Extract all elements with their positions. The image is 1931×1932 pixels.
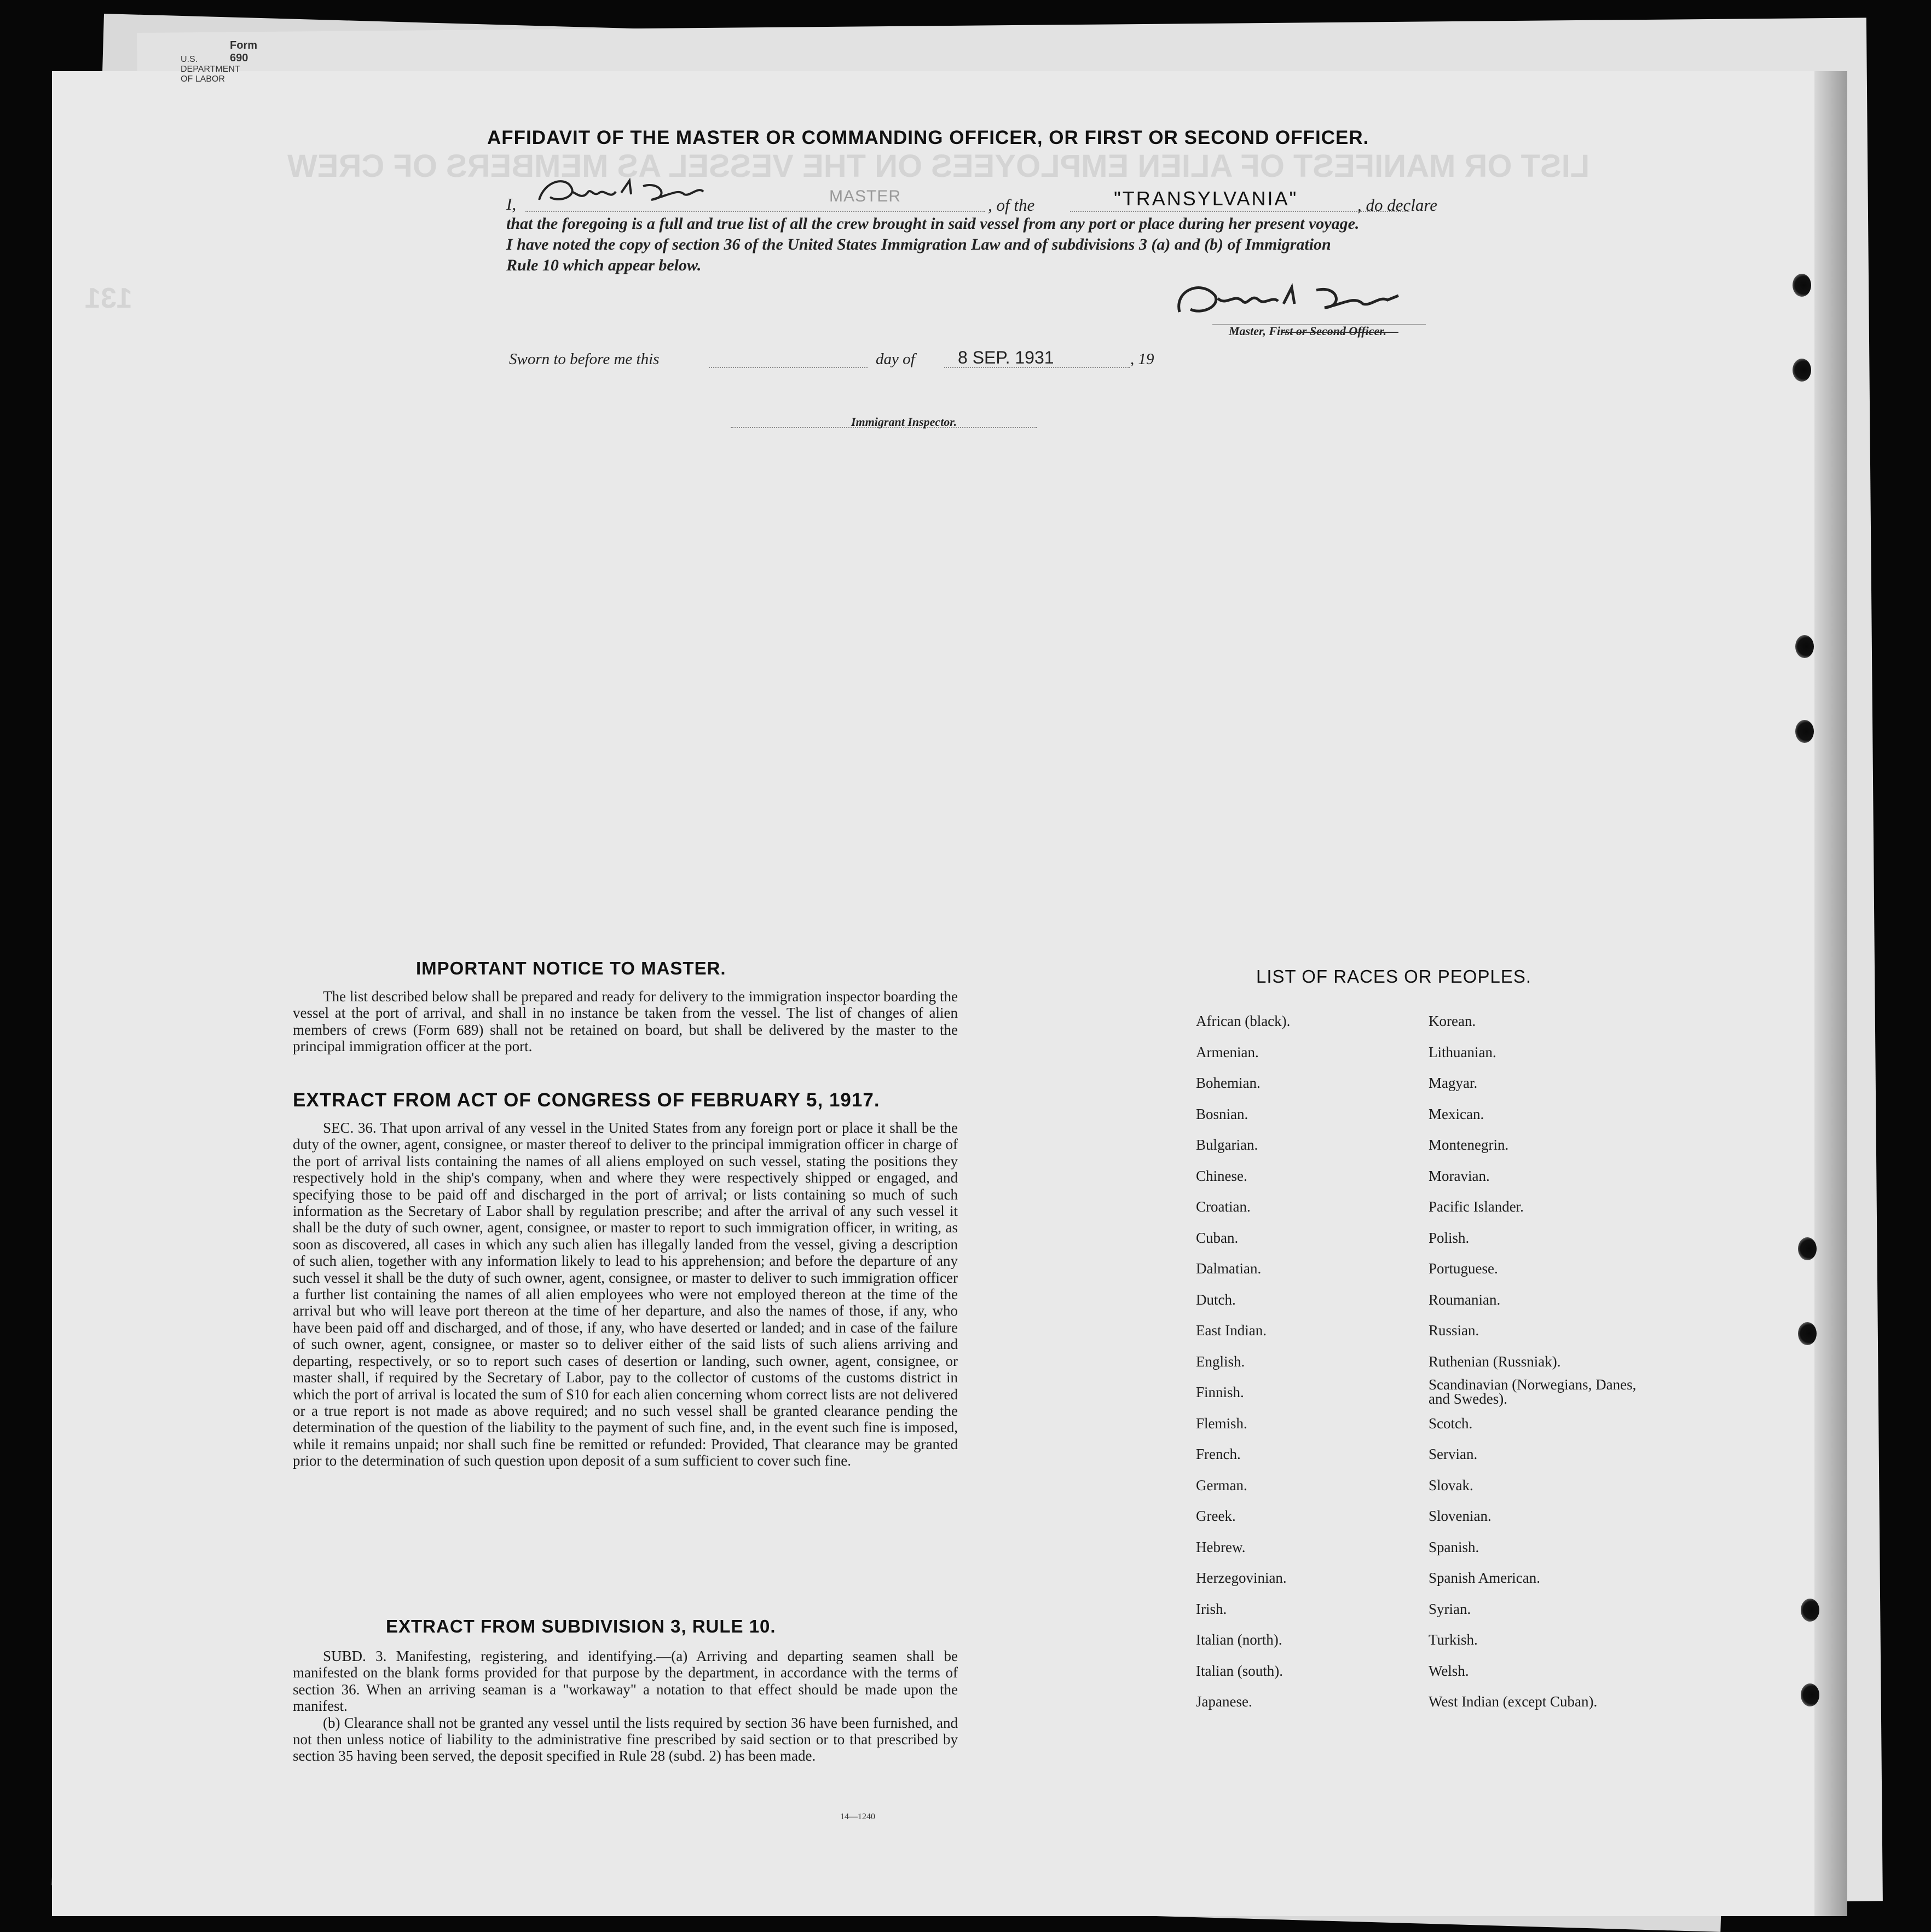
race-item: Scandinavian (Norwegians, Danes, and Swedes). xyxy=(1429,1376,1637,1407)
punch-hole xyxy=(1801,1683,1819,1706)
affidavit-line-3: I have noted the copy of section 36 of the United States Immigration Law and of subdivisions 3 (a) and (b) of Immigration xyxy=(506,235,1331,253)
bleed-through-number: 131 xyxy=(85,282,132,314)
race-item: Montenegrin. xyxy=(1429,1137,1509,1153)
race-item: Italian (south). xyxy=(1196,1662,1283,1679)
race-item: French. xyxy=(1196,1446,1241,1462)
race-item: Flemish. xyxy=(1196,1415,1247,1432)
rule-title: EXTRACT FROM SUBDIVISION 3, RULE 10. xyxy=(386,1616,776,1636)
punch-hole xyxy=(1801,1599,1819,1622)
affidavit-line-2: that the foregoing is a full and true list of all the crew brought in said vessel from any port or place during her present voyage. xyxy=(506,215,1360,233)
race-item: Polish. xyxy=(1429,1229,1470,1246)
race-item: Slovenian. xyxy=(1429,1508,1491,1524)
race-item: Korean. xyxy=(1429,1013,1476,1029)
race-item: Turkish. xyxy=(1429,1631,1478,1648)
inspector-label: Immigrant Inspector. xyxy=(851,415,957,429)
race-item: Cuban. xyxy=(1196,1229,1239,1246)
rule-paragraph-a: SUBD. 3. Manifesting, registering, and identifying.—(a) Arriving and departing seamen shall be manifested on the blank forms provided for that purpose by the department, in accordance with the terms of section 36. When an arriving seaman is a "workaway" a notation to that effect should be made upon the manifest. xyxy=(293,1648,958,1715)
race-item: Dalmatian. xyxy=(1196,1260,1262,1277)
master-title-stamp: MASTER xyxy=(829,187,901,205)
do-declare-label: , do declare xyxy=(1357,195,1438,215)
race-item: Bosnian. xyxy=(1196,1105,1248,1122)
race-item: Mexican. xyxy=(1429,1105,1484,1122)
race-item: Pacific Islander. xyxy=(1429,1198,1524,1215)
act-text xyxy=(293,1120,958,1469)
race-item: Servian. xyxy=(1429,1446,1478,1462)
race-item: Syrian. xyxy=(1429,1600,1471,1617)
punch-hole xyxy=(1798,1237,1817,1260)
race-item: Irish. xyxy=(1196,1600,1227,1617)
race-item: Hebrew. xyxy=(1196,1538,1246,1555)
punch-hole xyxy=(1795,635,1814,658)
of-the-label: , of the xyxy=(988,195,1035,215)
race-item: Armenian. xyxy=(1196,1043,1259,1060)
race-item: Chinese. xyxy=(1196,1167,1247,1184)
race-item: West Indian (except Cuban). xyxy=(1429,1693,1598,1710)
print-code: 14—1240 xyxy=(840,1812,875,1821)
race-item: Roumanian. xyxy=(1429,1291,1501,1308)
page-edge-shadow xyxy=(1814,71,1847,1916)
race-item: Slovak. xyxy=(1429,1477,1473,1493)
race-item: English. xyxy=(1196,1353,1245,1370)
race-item: Japanese. xyxy=(1196,1693,1252,1710)
punch-hole xyxy=(1795,720,1814,743)
bleed-through-heading: LIST OR MANIFEST OF ALIEN EMPLOYEES ON THE VESSEL AS MEMBERS OF CREW xyxy=(287,148,1590,184)
races-title: LIST OF RACES OR PEOPLES. xyxy=(1256,966,1532,987)
ship-name: "TRANSYLVANIA" xyxy=(1114,187,1298,210)
race-item: Ruthenian (Russniak). xyxy=(1429,1353,1561,1370)
race-item: Portuguese. xyxy=(1429,1260,1498,1277)
race-item: Spanish. xyxy=(1429,1538,1479,1555)
notice-title: IMPORTANT NOTICE TO MASTER. xyxy=(416,958,726,978)
punch-hole xyxy=(1793,274,1811,297)
affidavit-line-4: Rule 10 which appear below. xyxy=(506,256,702,274)
day-of-label: day of xyxy=(876,350,915,368)
race-item: Welsh. xyxy=(1429,1662,1469,1679)
affidavit-title: AFFIDAVIT OF THE MASTER OR COMMANDING OFFICER, OR FIRST OR SECOND OFFICER. xyxy=(487,127,1369,148)
master-signature xyxy=(1169,274,1415,328)
race-item: Spanish American. xyxy=(1429,1570,1540,1586)
race-item: Herzegovinian. xyxy=(1196,1570,1287,1586)
race-item: Dutch. xyxy=(1196,1291,1236,1308)
year-prefix: , 19 xyxy=(1130,350,1154,368)
race-item: East Indian. xyxy=(1196,1322,1267,1339)
affidavit-i: I, xyxy=(506,194,517,214)
affidavit-page xyxy=(52,71,1847,1916)
punch-hole xyxy=(1798,1322,1817,1345)
race-item: Italian (north). xyxy=(1196,1631,1282,1648)
notice-text xyxy=(293,988,958,1055)
sworn-day-line xyxy=(709,367,868,368)
race-item: Bohemian. xyxy=(1196,1075,1261,1091)
race-item: Finnish. xyxy=(1196,1384,1244,1400)
act-paragraph: SEC. 36. That upon arrival of any vessel in the United States from any foreign port or place it shall be the duty of the owner, agent, consignee, or master thereof to deliver to the principal immigration officer in charge of the port of arrival lists containing the names of all aliens employed on such vessel, stating the positions they respectively hold in the ship's company, when and where they were respectively shipped or engaged, and specifying those to be paid off and discharged in the port of arrival; or lists containing so much of such information as the Secretary of Labor shall by regulation prescribe; and after the arrival of any such vessel it shall be the duty of such owner, agent, consignee, or master to report to such immigration officer, in writing, as soon as discovered, all cases in which any such alien has illegally landed from the vessel, giving a description of such alien, together with any information likely to lead to his apprehension; and before the departure of any such vessel it shall be the duty of such owner, agent, consignee, or master to deliver to such immigration officer a further list containing the names of all alien employees who were not employed thereon at the time of the arrival but who will leave port thereon at the time of her departure, and also the names of those, if any, who have been paid off and discharged, and of those, if any, who have deserted or landed; and in case of the failure of such owner, agent, consignee, or master so to deliver either of the said lists of such aliens arriving and departing, respectively, or so to report such cases of desertion or landing, such owner, agent, consignee, or master shall, if required by the Secretary of Labor, pay to the collector of customs of the customs district in which the port of arrival is located the sum of $10 for each alien concerning whom correct lists are not delivered or a true report is not made as above required; and no such vessel shall be granted clearance pending the determination of the question of the liability to the payment of such fine, and, in the event such fine is imposed, while it remains unpaid; nor shall such fine be remitted or refunded: Provided, That clearance may be granted prior to the determination of such question upon deposit of a sum sufficient to cover such fine. xyxy=(293,1120,958,1469)
race-item: Bulgarian. xyxy=(1196,1137,1258,1153)
signature-caption: Master, First or Second Officer. xyxy=(1229,324,1387,338)
notice-paragraph: The list described below shall be prepared and ready for delivery to the immigration inspector boarding the vessel at the port of arrival, and shall in no instance be taken from the vessel. The list of changes of alien members of crews (Form 689) shall not be retained on board, but shall be delivered by the master to the principal immigration officer at the port. xyxy=(293,988,958,1055)
act-title: EXTRACT FROM ACT OF CONGRESS OF FEBRUARY 5, 1917. xyxy=(293,1089,880,1111)
date-stamp: 8 SEP. 1931 xyxy=(958,348,1054,367)
race-item: Moravian. xyxy=(1429,1167,1490,1184)
race-item: German. xyxy=(1196,1477,1247,1493)
race-item: Croatian. xyxy=(1196,1198,1251,1215)
race-item: African (black). xyxy=(1196,1013,1291,1029)
race-item: Russian. xyxy=(1429,1322,1479,1339)
rule-paragraph-b: (b) Clearance shall not be granted any vessel until the lists required by section 36 have been furnished, and not then unless notice of liability to the administrative fine prescribed by said section or to that prescribed by section 35 having been served, the deposit specified in Rule 28 (subd. 2) has been made. xyxy=(293,1714,958,1764)
form-number: Form 690 xyxy=(230,39,257,64)
race-item: Greek. xyxy=(1196,1508,1236,1524)
department-label: U.S. DEPARTMENT OF LABOR xyxy=(181,55,240,84)
master-signature-small xyxy=(534,170,731,214)
race-item: Lithuanian. xyxy=(1429,1043,1496,1060)
punch-hole xyxy=(1793,359,1811,382)
race-item: Magyar. xyxy=(1429,1075,1478,1091)
rule-text xyxy=(293,1648,958,1764)
race-item: Scotch. xyxy=(1429,1415,1473,1432)
strikethrough-line xyxy=(1281,332,1398,333)
sworn-label: Sworn to before me this xyxy=(509,350,660,368)
